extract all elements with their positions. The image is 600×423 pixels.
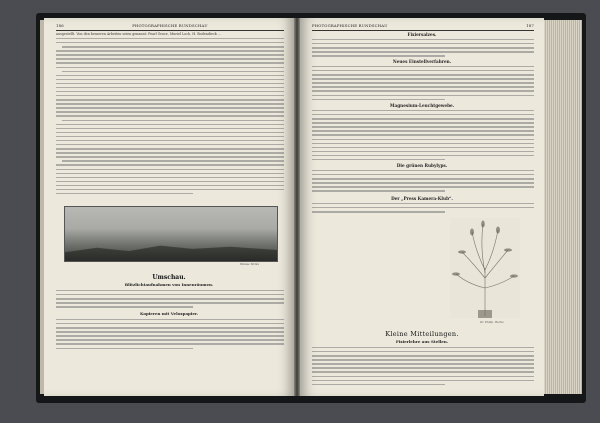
plant-illustration bbox=[450, 218, 520, 318]
right-page-number: 187 bbox=[526, 23, 534, 28]
umschau-heading: Umschau. bbox=[152, 274, 186, 281]
body-rubylyps bbox=[312, 170, 534, 194]
heading-einstellverfahren: Neues Einstellverfahren. bbox=[392, 59, 452, 64]
left-page bbox=[44, 18, 294, 396]
left-page-number: 186 bbox=[56, 23, 64, 28]
body-kleine-mitteilungen bbox=[312, 347, 534, 388]
right-page bbox=[300, 18, 544, 396]
right-running-title: PHOTOGRAPHISCHE RUNDSCHAU bbox=[312, 23, 388, 28]
heading-press-kamera-klub: Der „Press Kamera-Klub“. bbox=[391, 196, 453, 201]
left-header-rule bbox=[56, 30, 284, 31]
body-fixiersalzes bbox=[312, 39, 534, 59]
umschau-body-text bbox=[56, 290, 284, 310]
body-press-kamera-klub bbox=[312, 203, 534, 215]
right-page-edges bbox=[544, 20, 582, 394]
kopieren-body-text bbox=[56, 319, 284, 352]
body-einstellverfahren bbox=[312, 66, 534, 103]
right-header-rule bbox=[312, 30, 534, 31]
kleine-mitteilungen-heading: Kleine Mitteilungen. bbox=[385, 330, 459, 338]
plant-photo bbox=[450, 218, 520, 318]
left-running-title: PHOTOGRAPHISCHE RUNDSCHAU bbox=[132, 23, 208, 28]
left-body-text bbox=[56, 38, 284, 197]
heading-magnesium: Magnesium-Leuchtgewebe. bbox=[389, 103, 455, 108]
body-magnesium bbox=[312, 110, 534, 163]
kopieren-heading: Kopieren mit Veloxpapier. bbox=[139, 311, 199, 316]
kleine-mitteilungen-subheading: Fixierlehre aus Stellen. bbox=[395, 339, 449, 344]
heading-rubylyps: Die grünen Rubylyps. bbox=[396, 163, 448, 168]
left-photo-caption: Weisse Wolke bbox=[240, 262, 260, 266]
photo-landscape bbox=[65, 239, 277, 261]
heading-fixiersalzes: Fixiersalzes. bbox=[407, 32, 437, 37]
left-first-line: ausgestellt. Von den besseren Arbeiten seien genannt: Pearl Grace, Muriel Loch, H. Bodendieck ... bbox=[56, 32, 221, 36]
umschau-subheading: Blitzlichtaufnahmen von Innenräumen. bbox=[124, 282, 214, 287]
landscape-photo bbox=[64, 206, 278, 262]
right-photo-caption: Dr. Philip. Bache bbox=[480, 320, 504, 324]
